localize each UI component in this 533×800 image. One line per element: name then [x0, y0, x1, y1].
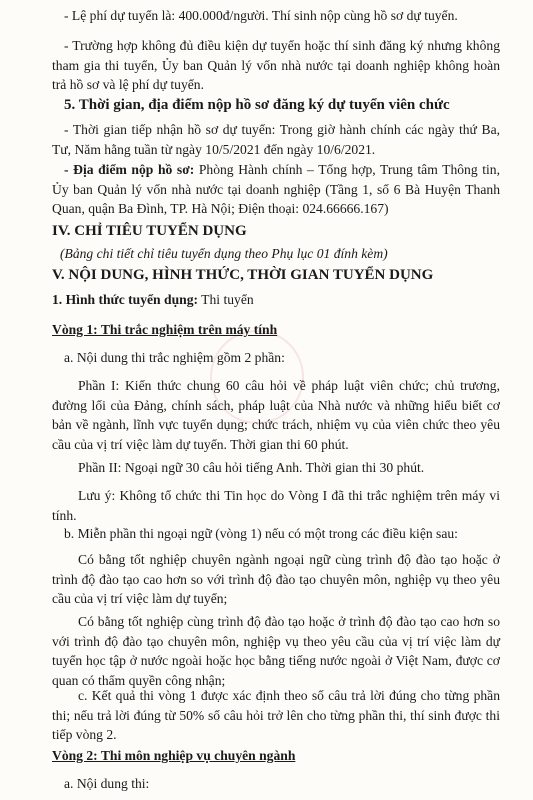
- section-iv-note: (Bảng chi tiết chỉ tiêu tuyển dụng theo Phụ lục 01 đính kèm): [60, 246, 388, 261]
- section-iv-title: IV. CHỈ TIÊU TUYỂN DỤNG: [52, 223, 247, 239]
- round1-title: Vòng 1: Thi trắc nghiệm trên máy tính: [52, 322, 278, 337]
- section5-title: 5. Thời gian, địa điểm nộp hồ sơ đăng ký dự tuyển viên chức: [64, 97, 450, 113]
- round1-b: b. Miễn phần thi ngoại ngữ (vòng 1) nếu có một trong các điều kiện sau:: [64, 526, 458, 541]
- round1-note: Lưu ý: Không tổ chức thi Tin học do Vòng I đã thi trắc nghiệm trên máy vi tính.: [52, 488, 500, 523]
- fee-line: - Lệ phí dự tuyển là: 400.000đ/người. Thí sinh nộp cùng hồ sơ dự tuyển.: [64, 8, 458, 23]
- round1-b-condition-1: Có bằng tốt nghiệp chuyên ngành ngoại ngữ cùng trình độ đào tạo hoặc ở trình độ đào tạo cao hơn so với trình độ đào tạo chuyên môn, nghiệp vụ theo yêu cầu của vị trí việc làm dự tuyển;: [52, 552, 500, 607]
- refund-note: - Trường hợp không đủ điều kiện dự tuyển hoặc thí sinh đăng ký nhưng không tham gia thi tuyển, Ủy ban Quản lý vốn nhà nước tại doanh nghiệp không hoàn trả hồ sơ và lệ phí dự tuyển.: [52, 38, 500, 93]
- location-text: Phòng Hành chính – Tổng hợp, Trung tâm Thông tin, Ủy ban Quản lý vốn nhà nước tại doanh nghiệp (Tầng 1, số 6 Bà Huyện Thanh Quan, quận Ba Đình, TP. Hà Nội; Điện thoại: 024.66666.167): [52, 162, 500, 217]
- location-paragraph: [52, 160, 500, 219]
- round2-title: Vòng 2: Thi môn nghiệp vụ chuyên ngành: [52, 748, 296, 763]
- round2-a: a. Nội dung thi:: [64, 776, 150, 791]
- time-receive: - Thời gian tiếp nhận hồ sơ dự tuyển: Trong giờ hành chính các ngày thứ Ba, Tư, Năm hằng tuần từ ngày 10/5/2021 đến ngày 10/6/2021.: [52, 122, 500, 157]
- round1-part1: Phần I: Kiến thức chung 60 câu hỏi về pháp luật viên chức; chủ trương, đường lối của Đảng, chính sách, pháp luật của Nhà nước và những hiểu biết cơ bản về ngành, lĩnh vực tuyển dụng; chức trách, nhiệm vụ của viên chức theo yêu cầu của vị trí việc làm dự tuyển. Thời gian thi 60 phút.: [52, 378, 500, 452]
- section-v-title: V. NỘI DUNG, HÌNH THỨC, THỜI GIAN TUYỂN DỤNG: [52, 267, 434, 283]
- form-label: 1. Hình thức tuyển dụng:: [52, 292, 199, 307]
- location-label: - Địa điểm nộp hồ sơ:: [64, 162, 195, 177]
- round1-a: a. Nội dung thi trắc nghiệm gồm 2 phần:: [64, 350, 285, 365]
- round1-b-condition-2: Có bằng tốt nghiệp cùng trình độ đào tạo hoặc ở trình độ đào tạo cao hơn so với trình độ đào tạo chuyên môn, nghiệp vụ theo yêu cầu của vị trí việc làm dự tuyển học tập ở nước ngoài hoặc học bằng tiếng nước ngoài ở Việt Nam, được cơ quan có thẩm quyền công nhận;: [52, 614, 500, 688]
- round1-c: c. Kết quả thi vòng 1 được xác định theo số câu trả lời đúng cho từng phần thi; nếu trả lời đúng từ 50% số câu hỏi trở lên cho từng phần thi, thí sinh được thi tiếp vòng 2.: [52, 688, 500, 743]
- form-value: Thi tuyển: [198, 292, 254, 307]
- form-paragraph: [52, 290, 500, 310]
- round1-part2: Phần II: Ngoại ngữ 30 câu hỏi tiếng Anh. Thời gian thi 30 phút.: [78, 460, 425, 475]
